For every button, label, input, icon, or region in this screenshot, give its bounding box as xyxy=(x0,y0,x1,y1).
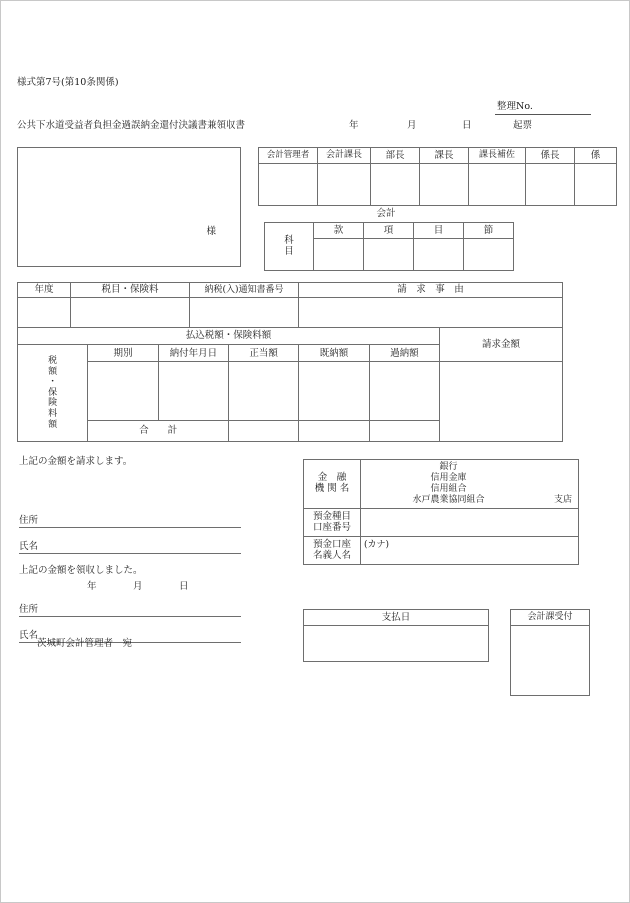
accounting-receipt-header: 会計課受付 xyxy=(511,610,590,626)
amount-header-overpaid: 過納額 xyxy=(369,345,439,362)
approval-header-cell: 係長 xyxy=(526,148,575,164)
receipt-name-label: 氏名 xyxy=(19,630,39,641)
issue-year-label: 年 xyxy=(349,120,359,131)
side-label-char: ・ xyxy=(48,377,58,388)
approval-signature-cell[interactable] xyxy=(371,164,420,206)
amount-total-overpaid[interactable] xyxy=(369,420,439,441)
approval-signature-cell[interactable] xyxy=(469,164,526,206)
accounting-subject-table[interactable] xyxy=(264,222,514,270)
claim-value-fiscal-year[interactable] xyxy=(18,298,71,328)
request-statement: 上記の金額を請求します。 xyxy=(19,456,133,467)
bank-option[interactable]: 銀行 xyxy=(439,462,458,472)
claim-amount-header: 請求金額 xyxy=(440,328,563,362)
addressee-honorific: 様 xyxy=(206,226,216,238)
account-holder-value[interactable]: (カナ) xyxy=(361,537,579,565)
bank-option[interactable]: 水戸農業協同組合 xyxy=(412,495,485,505)
request-address-row[interactable] xyxy=(19,508,241,528)
approval-header-cell: 課長 xyxy=(420,148,469,164)
receipt-address-row[interactable] xyxy=(19,597,241,617)
issue-month-label: 月 xyxy=(407,120,417,131)
claim-reason-table[interactable] xyxy=(17,282,563,327)
payment-date-box[interactable] xyxy=(303,609,489,661)
bank-institution-label xyxy=(304,460,361,509)
subject-value-cell[interactable] xyxy=(314,239,364,271)
account-type-label xyxy=(304,509,361,537)
account-holder-label xyxy=(304,537,361,565)
approval-signature-cell[interactable] xyxy=(420,164,469,206)
subject-header-cell: 目 xyxy=(414,223,464,239)
approval-signature-cell[interactable] xyxy=(575,164,617,206)
approval-table[interactable] xyxy=(258,147,617,205)
claim-header-tax-item: 税目・保険料 xyxy=(71,283,190,298)
addressed-to: 茨城町会計管理者 宛 xyxy=(37,638,133,649)
approval-signature-cell[interactable] xyxy=(318,164,371,206)
claim-value-reason[interactable] xyxy=(299,298,563,328)
reference-number-label: 整理No. xyxy=(497,101,533,112)
subject-header-cell: 款 xyxy=(314,223,364,239)
receipt-address-label: 住所 xyxy=(19,604,39,615)
approval-header-cell: 係 xyxy=(575,148,617,164)
page-title: 公共下水道受益者負担金過誤納金還付決議書兼領収書 xyxy=(17,120,246,131)
subject-label-char: 科 xyxy=(284,234,294,246)
accounting-section-label: 会計 xyxy=(376,208,396,219)
amount-value-payment-date[interactable] xyxy=(158,362,228,421)
amount-table[interactable] xyxy=(17,327,563,442)
amount-value-overpaid[interactable] xyxy=(369,362,439,421)
receipt-year-label: 年 xyxy=(87,581,97,592)
reference-number-line xyxy=(495,114,591,115)
payment-date-header: 支払日 xyxy=(304,610,489,626)
request-name-row[interactable] xyxy=(19,534,241,554)
claim-header-fiscal-year: 年度 xyxy=(18,283,71,298)
drafting-label: 起票 xyxy=(513,120,533,131)
approval-header-cell: 課長補佐 xyxy=(469,148,526,164)
receipt-month-label: 月 xyxy=(133,581,143,592)
approval-signature-cell[interactable] xyxy=(526,164,575,206)
request-address-label: 住所 xyxy=(19,515,39,526)
account-type-value[interactable] xyxy=(361,509,579,537)
amount-total-proper[interactable] xyxy=(228,420,298,441)
amount-side-label xyxy=(18,345,88,442)
bank-option[interactable]: 信用組合 xyxy=(430,484,467,494)
subject-value-cell[interactable] xyxy=(364,239,414,271)
subject-value-cell[interactable] xyxy=(464,239,514,271)
institution-label-line: 金 融 xyxy=(317,472,347,484)
side-label-char: 額 xyxy=(48,366,58,377)
claim-value-tax-item[interactable] xyxy=(71,298,190,328)
account-type-label-line: 預金種目 xyxy=(312,510,351,522)
subject-row-label xyxy=(265,223,314,271)
claim-header-notice-number: 納税(入)通知書番号 xyxy=(190,283,299,298)
subject-header-cell: 項 xyxy=(364,223,414,239)
approval-header-cell: 部長 xyxy=(371,148,420,164)
accounting-receipt-box[interactable] xyxy=(510,609,590,695)
subject-header-cell: 節 xyxy=(464,223,514,239)
bank-option[interactable]: 信用金庫 xyxy=(430,473,467,483)
account-holder-label-line: 預金口座 xyxy=(312,538,351,550)
amount-value-paid[interactable] xyxy=(299,362,369,421)
subject-value-cell[interactable] xyxy=(414,239,464,271)
bank-box[interactable] xyxy=(303,459,579,563)
side-label-char: 額 xyxy=(48,419,58,430)
bank-institution-options[interactable] xyxy=(361,460,579,509)
bank-branch-label: 支店 xyxy=(553,495,572,505)
amount-header-paid: 既納額 xyxy=(299,345,369,362)
side-label-char: 料 xyxy=(48,408,58,419)
claim-header-reason: 請 求 事 由 xyxy=(299,283,563,298)
request-name-label: 氏名 xyxy=(19,541,39,552)
amount-total-paid[interactable] xyxy=(299,420,369,441)
subject-label-char: 目 xyxy=(284,245,294,257)
side-label-char: 険 xyxy=(48,398,58,409)
side-label-char: 保 xyxy=(48,387,58,398)
accounting-receipt-stamp-area[interactable] xyxy=(511,626,590,696)
amount-header-period: 期別 xyxy=(88,345,158,362)
claim-value-notice-number[interactable] xyxy=(190,298,299,328)
receipt-statement: 上記の金額を領収しました。 xyxy=(19,565,143,576)
claim-amount-value[interactable] xyxy=(440,362,563,442)
approval-header-cell: 会計課長 xyxy=(318,148,371,164)
addressee-box[interactable] xyxy=(17,147,241,267)
approval-header-cell: 会計管理者 xyxy=(259,148,318,164)
issue-day-label: 日 xyxy=(462,120,472,131)
form-number: 様式第7号(第10条関係) xyxy=(17,77,119,88)
approval-signature-cell[interactable] xyxy=(259,164,318,206)
account-holder-label-line: 名義人名 xyxy=(312,549,351,561)
amount-value-period[interactable] xyxy=(88,362,158,421)
side-label-char: 税 xyxy=(48,355,58,366)
amount-value-proper[interactable] xyxy=(228,362,298,421)
amount-header-payment-date: 納付年月日 xyxy=(158,345,228,362)
payment-date-value[interactable] xyxy=(304,626,489,662)
amount-group-header: 払込税額・保険料額 xyxy=(18,328,440,345)
institution-label-line: 機 関 名 xyxy=(314,483,350,494)
account-type-label-line: 口座番号 xyxy=(312,521,351,533)
amount-total-label: 合 計 xyxy=(88,420,229,441)
receipt-day-label: 日 xyxy=(179,581,189,592)
amount-header-proper: 正当額 xyxy=(228,345,298,362)
